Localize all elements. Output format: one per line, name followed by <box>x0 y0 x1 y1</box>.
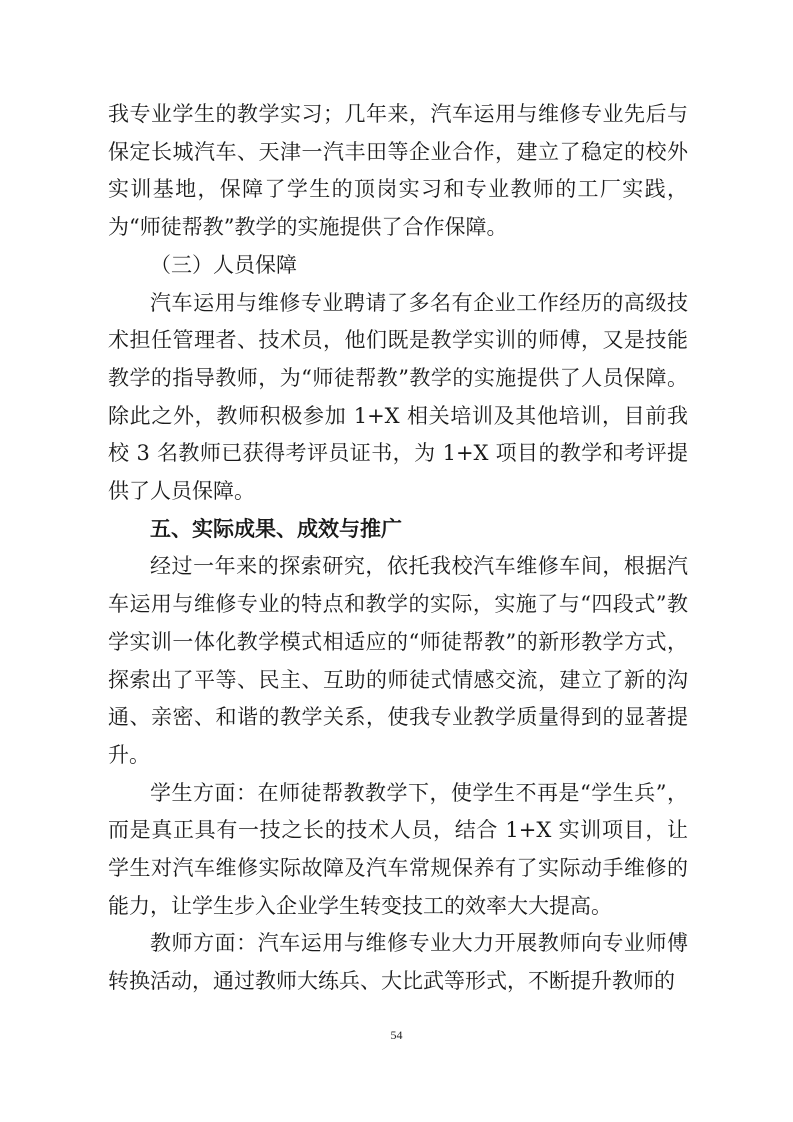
page-number: 54 <box>390 1028 403 1042</box>
page-body <box>108 96 688 1001</box>
section-heading-personnel-guarantee: （三）人员保障 <box>150 252 297 277</box>
section-heading-results: 五、实际成果、成效与推广 <box>150 516 402 541</box>
paragraph-personnel-guarantee: 汽车运用与维修专业聘请了多名有企业工作经历的高级技术担任管理者、技术员，他们既是教学实训的师傅，又是技能教学的指导教师，为“师徒帮教”教学的实施提供了人员保障。除此之外，教师积极参加 1+X 相关培训及其他培训，目前我校 3 名教师已获得考评员证书，为 1+X 项目的教学和考评提供了人员保障。 <box>108 290 688 504</box>
paragraph-results-summary: 经过一年来的探索研究，依托我校汽车维修车间，根据汽车运用与维修专业的特点和教学的实际，实施了与“四段式”教学实训一体化教学模式相适应的“师徒帮教”的新形教学方式，探索出了平等、民主、互助的师徒式情感交流，建立了新的沟通、亲密、和谐的教学关系，使我专业教学质量得到的显著提升。 <box>108 554 688 767</box>
paragraph-cooperation-guarantee-end: 我专业学生的教学实习；几年来，汽车运用与维修专业先后与保定长城汽车、天津一汽丰田等企业合作，建立了稳定的校外实训基地，保障了学生的顶岗实习和专业教师的工厂实践，为“师徒帮教”教学的实施提供了合作保障。 <box>108 102 688 240</box>
paragraph-student-aspect: 学生方面：在师徒帮教教学下，使学生不再是“学生兵”，而是真正具有一技之长的技术人员，结合 1+X 实训项目，让学生对汽车维修实际故障及汽车常规保养有了实际动手维修的能力，让学生步入企业学生转变技工的效率大大提高。 <box>108 780 688 918</box>
paragraph-teacher-aspect: 教师方面：汽车运用与维修专业大力开展教师向专业师傅转换活动，通过教师大练兵、大比武等形式，不断提升教师的 <box>108 931 688 994</box>
